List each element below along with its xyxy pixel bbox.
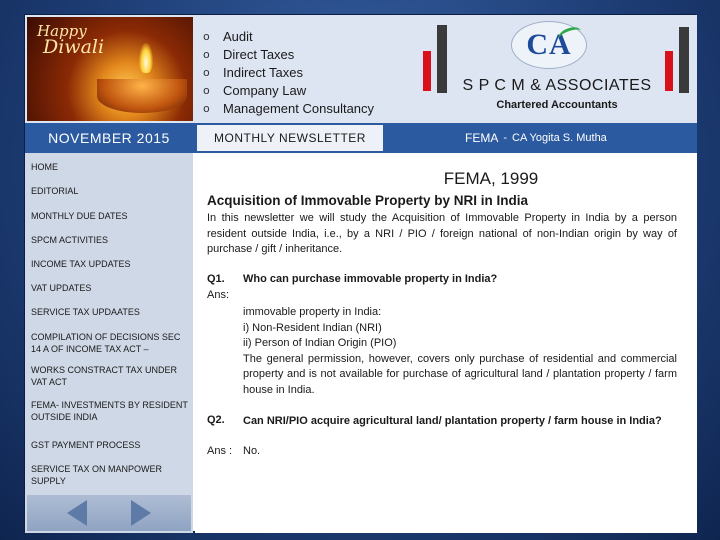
- sidebar-item-editorial[interactable]: EDITORIAL: [31, 186, 79, 196]
- answer-1-label: Ans:: [207, 289, 230, 301]
- bullet-icon: o: [203, 29, 210, 43]
- page-nav-buttons: [27, 495, 191, 531]
- diya-lamp: [97, 79, 187, 113]
- issue-month: NOVEMBER 2015: [48, 130, 170, 146]
- lamp-flame: [139, 43, 153, 73]
- service-label: Direct Taxes: [223, 46, 295, 62]
- article-intro: In this newsletter we will study the Acquisition of Immovable Property in India by a person resident outside India, i.e., by a NRI / PIO / foreign national of non-Indian origin by way of purchase / gift / inheritance.: [207, 212, 677, 255]
- service-label: Audit: [223, 28, 253, 44]
- newsletter-label: MONTHLY NEWSLETTER: [197, 125, 383, 151]
- topic-label: FEMA: [465, 131, 499, 145]
- sidebar-item-gst-payment-process[interactable]: GST PAYMENT PROCESS: [31, 440, 141, 450]
- sidebar-item-fema-investments[interactable]: FEMA- INVESTMENTS BY RESIDENT OUTSIDE INDIA: [31, 400, 188, 422]
- decor-bar-red-left: [423, 51, 431, 91]
- bullet-icon: o: [203, 83, 210, 97]
- greeting-line-2: Diwali: [43, 36, 105, 58]
- answer-2-label: Ans :: [207, 445, 233, 457]
- sidebar-item-works-contract-tax[interactable]: WORKS CONSTRACT TAX UNDER VAT ACT: [31, 365, 178, 387]
- sidebar-item-income-tax-updates[interactable]: INCOME TAX UPDATES: [31, 259, 131, 269]
- next-arrow-icon[interactable]: [129, 500, 151, 526]
- article-title: FEMA, 1999: [443, 169, 539, 188]
- service-item: [203, 45, 374, 63]
- question-1-text: Who can purchase immovable property in India?: [243, 273, 498, 285]
- newsletter-page: [24, 14, 696, 532]
- sidebar-item-vat-updates[interactable]: VAT UPDATES: [31, 283, 92, 293]
- decor-bar-gray-left: [437, 25, 447, 93]
- sidebar-item-monthly-due-dates[interactable]: MONTHLY DUE DATES: [31, 211, 128, 221]
- bullet-icon: o: [203, 65, 210, 79]
- sidebar-item-service-tax-updates[interactable]: SERVICE TAX UPDAATES: [31, 307, 140, 317]
- diwali-greeting-image: [27, 17, 193, 121]
- service-item: [203, 99, 374, 117]
- greeting-line-1: Happy: [37, 22, 87, 40]
- article-content: [195, 153, 697, 533]
- answer-1-line: immovable property in India:: [243, 306, 382, 318]
- decor-bar-gray-right: [679, 27, 689, 93]
- service-label: Indirect Taxes: [223, 64, 303, 80]
- header: [25, 15, 697, 123]
- question-2-label: Q2.: [207, 414, 225, 426]
- decor-bar-red-right: [665, 51, 673, 91]
- firm-subtitle: Chartered Accountants: [496, 99, 618, 111]
- firm-name: S P C M & ASSOCIATES: [462, 77, 652, 94]
- topic-author: [465, 123, 607, 153]
- service-label: Company Law: [223, 82, 307, 98]
- sidebar-item-spcm-activities[interactable]: SPCM ACTIVITIES: [31, 235, 109, 245]
- ca-logo: [511, 21, 587, 69]
- answer-2-text: No.: [243, 445, 261, 457]
- title-band: [25, 123, 697, 153]
- previous-arrow-icon[interactable]: [67, 500, 89, 526]
- sidebar-nav: [25, 153, 193, 533]
- answer-1-line: ii) Person of Indian Origin (PIO): [243, 337, 397, 349]
- author-name: CA Yogita S. Mutha: [512, 132, 607, 144]
- separator: -: [503, 132, 508, 144]
- answer-1-line: i) Non-Resident Indian (NRI): [243, 321, 382, 334]
- service-item: [203, 81, 374, 99]
- sidebar-item-service-tax-manpower[interactable]: SERVICE TAX ON MANPOWER SUPPLY: [31, 464, 163, 486]
- diwali-greeting-text: [37, 22, 109, 58]
- article-subtitle: Acquisition of Immovable Property by NRI in India: [207, 193, 529, 208]
- ca-logo-text: CA: [526, 28, 572, 61]
- service-item: [203, 27, 374, 45]
- firm-logo-area: [415, 15, 697, 123]
- bullet-icon: o: [203, 101, 210, 115]
- sidebar-item-compilation-decisions[interactable]: COMPILATION OF DECISIONS SEC 14 A OF INCOME TAX ACT –: [31, 332, 181, 354]
- sidebar-item-home[interactable]: HOME: [31, 162, 58, 172]
- service-label: Management Consultancy: [223, 100, 375, 116]
- question-2-text: Can NRI/PIO acquire agricultural land/ plantation property / farm house in India?: [243, 415, 662, 427]
- question-1-label: Q1.: [207, 273, 225, 285]
- answer-1: [243, 305, 677, 398]
- bullet-icon: o: [203, 47, 210, 61]
- answer-1-line: The general permission, however, covers only purchase of residential and commercial property and is not available for purchase of agricultural land / plantation property / farm house in India.: [243, 352, 677, 396]
- services-list: [203, 27, 374, 117]
- service-item: [203, 63, 374, 81]
